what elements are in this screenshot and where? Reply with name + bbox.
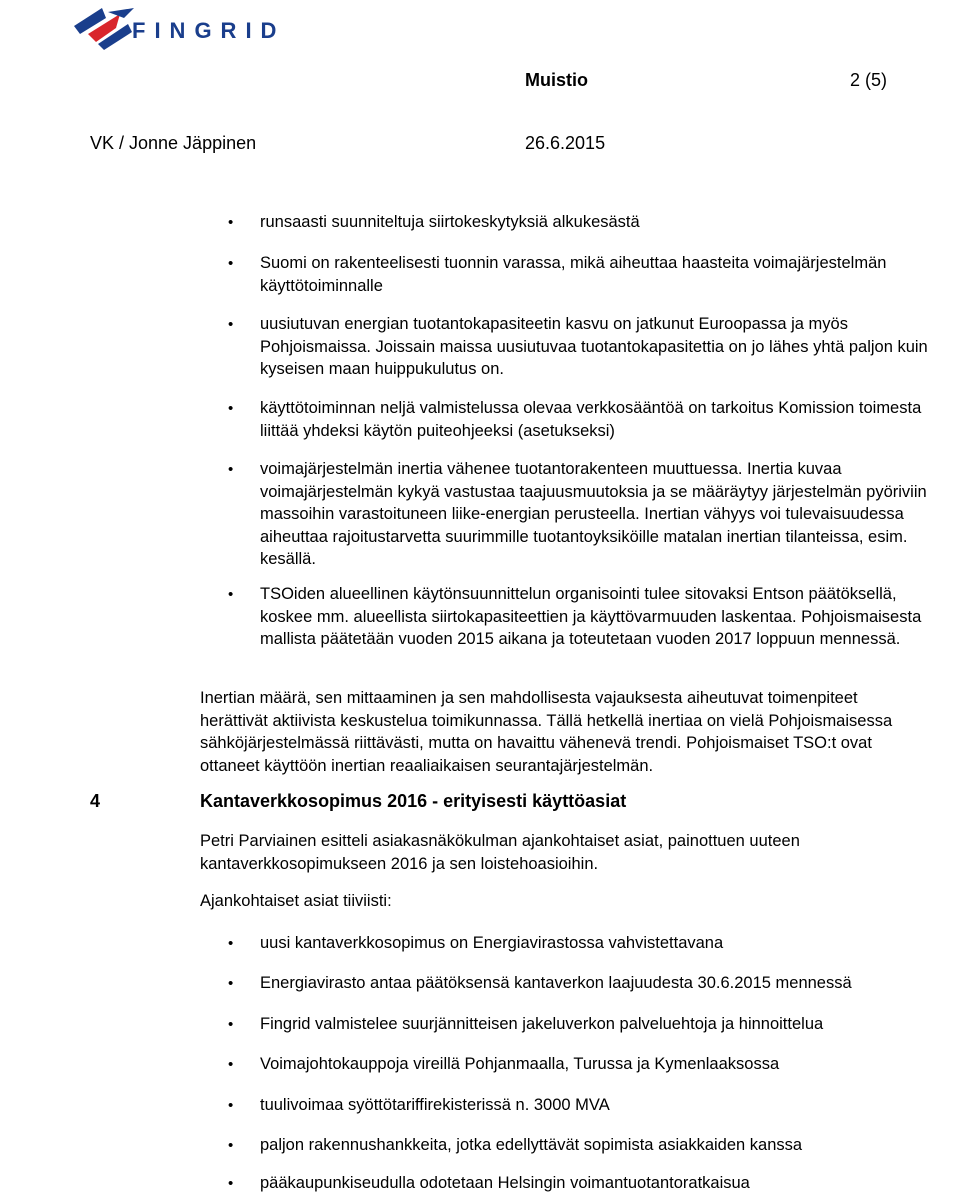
list-item: • pääkaupunkiseudulla odotetaan Helsingin voimantuotantoratkaisua xyxy=(260,1172,930,1195)
document-type: Muistio xyxy=(525,70,588,90)
bullet-icon xyxy=(228,314,233,337)
bullet-icon xyxy=(228,973,233,996)
logo-text: FINGRID xyxy=(132,18,286,43)
list-item: • voimajärjestelmän inertia vähenee tuotantorakenteen muuttuessa. Inertia kuvaa voimajärjestelmän kykyä vastustaa taajuusmuutoksia ja se määräytyy järjestelmän pyöriviin massoihin varastoituneen liike-energian perusteella. Inertian vähyys voi tulevaisuudessa aiheuttaa rajoitustarvetta suurimmille tuotantoyksiköille matalan inertian tilanteissa, esim. kesällä. xyxy=(260,458,930,571)
section-title: Kantaverkkosopimus 2016 - erityisesti käyttöasiat xyxy=(200,791,627,811)
list-item: • käyttötoiminnan neljä valmistelussa olevaa verkkosääntöä on tarkoitus Komission toimesta liittää yhdeksi käytön puiteohjeeksi (asetukseksi) xyxy=(260,397,930,442)
bullet-icon xyxy=(228,1135,233,1158)
bullet-icon xyxy=(228,459,233,482)
section-subheading: Ajankohtaiset asiat tiiviisti: xyxy=(200,892,392,910)
list-item: • uusi kantaverkkosopimus on Energiavirastossa vahvistettavana xyxy=(260,932,930,955)
page-number: 2 (5) xyxy=(850,70,888,90)
bullet-icon xyxy=(228,1173,233,1196)
list-item: • paljon rakennushankkeita, jotka edellyttävät sopimista asiakkaiden kanssa xyxy=(260,1134,930,1157)
bullet-icon xyxy=(228,253,233,276)
bullet-icon xyxy=(228,584,233,607)
section-intro: Petri Parviainen esitteli asiakasnäkökulman ajankohtaiset asiat, painottuen uuteen kantaverkkosopimukseen 2016 ja sen loistehoasioihin. xyxy=(200,832,800,873)
bullet-icon xyxy=(228,1014,233,1037)
fingrid-logo xyxy=(68,4,300,54)
bullet-icon xyxy=(228,933,233,956)
list-item: • uusiutuvan energian tuotantokapasiteetin kasvu on jatkunut Euroopassa ja myös Pohjoismaissa. Joissain maissa uusiutuvaa tuotantokapasitettia on jo lähes yhtä paljon kuin kyseisen maan huippukulutus on. xyxy=(260,313,930,381)
author-line: VK / Jonne Jäppinen xyxy=(90,133,257,153)
bullet-icon xyxy=(228,1054,233,1077)
list-item: • runsaasti suunniteltuja siirtokeskytyksiä alkukesästä xyxy=(260,211,930,234)
bullet-icon xyxy=(228,212,233,235)
bullet-icon xyxy=(228,398,233,421)
document-date: 26.6.2015 xyxy=(525,133,606,153)
list-item: • Suomi on rakenteelisesti tuonnin varassa, mikä aiheuttaa haasteita voimajärjestelmän käyttötoiminnalle xyxy=(260,252,930,297)
list-item: • TSOiden alueellinen käytönsuunnittelun organisointi tulee sitovaksi Entson päätöksellä, koskee mm. alueellista siirtokapasiteettien ja käyttövarmuuden laskentaa. Pohjoismaisesta mallista päätetään vuoden 2015 aikana ja toteutetaan vuoden 2017 loppuun mennessä. xyxy=(260,583,930,651)
section-number: 4 xyxy=(90,791,101,811)
list-item: • Energiavirasto antaa päätöksensä kantaverkon laajuudesta 30.6.2015 mennessä xyxy=(260,972,930,995)
fingrid-logo-mark xyxy=(68,4,138,54)
list-item: • Voimajohtokauppoja vireillä Pohjanmaalla, Turussa ja Kymenlaaksossa xyxy=(260,1053,930,1076)
inertia-paragraph: Inertian määrä, sen mittaaminen ja sen mahdollisesta vajauksesta aiheutuvat toimenpiteet herättivät aktiivista keskustelua toimikunnassa. Tällä hetkellä inertiaa on vielä Pohjoismaisessa sähköjärjestelmässä riittävästi, mutta on havaittu vähenevä trendi. Pohjoismaiset TSO:t ovat ottaneet käyttöön inertian reaaliaikaisen seurantajärjestelmän. xyxy=(200,689,893,775)
list-item: • Fingrid valmistelee suurjännitteisen jakeluverkon palveluehtoja ja hinnoittelua xyxy=(260,1013,930,1036)
bullet-icon xyxy=(228,1095,233,1118)
list-item: • tuulivoimaa syöttötariffirekisterissä n. 3000 MVA xyxy=(260,1094,930,1117)
